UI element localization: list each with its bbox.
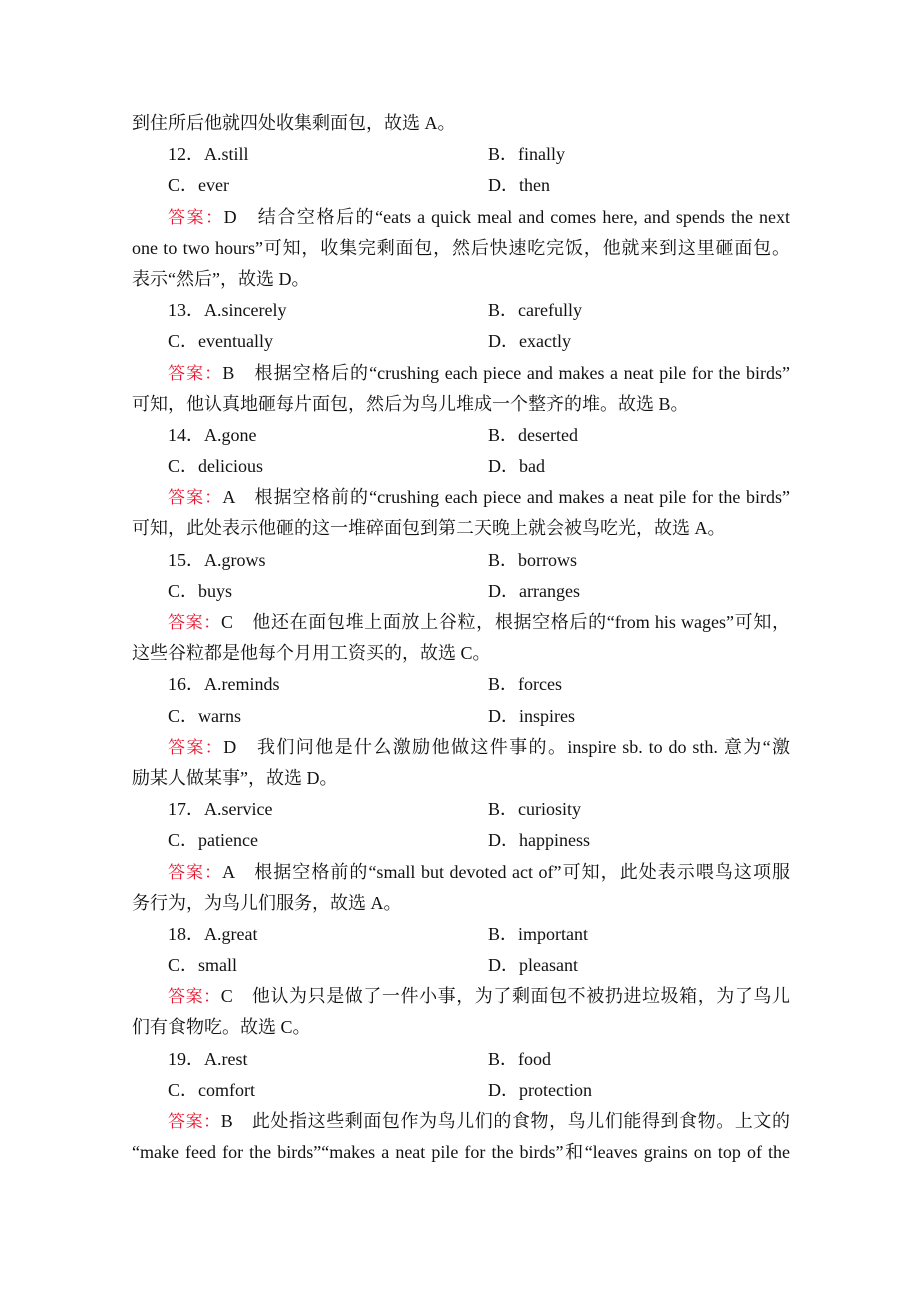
question-19-options-row2 [132,1075,790,1106]
answer-19-line2: “make feed for the birds”“makes a neat pile for the birds”和“leaves grains on top of the [132,1142,790,1163]
question-12-options-row1 [132,139,790,170]
answer-19-line1 [132,1106,790,1137]
option-d: D．arranges [488,580,580,601]
answer-13-line1 [132,358,790,389]
question-19-options-row1 [132,1044,790,1075]
answer-14-line1 [132,482,790,513]
answer-text: A 根据空格前的“small but devoted act of”可知，此处表示喂鸟这项服 [222,861,790,882]
option-d: D．pleasant [488,955,578,976]
document-body [132,108,790,1168]
question-13-options-row2 [132,326,790,357]
option-c: C．small [168,955,238,976]
answer-16-line2: 励某人做某事”，故选 D。 [132,767,338,788]
option-c: C．patience [168,830,258,851]
answer-label: 答案： [168,862,223,883]
answer-text: B 此处指这些剩面包作为鸟儿们的食物，鸟儿们能得到食物。上文的 [220,1111,790,1131]
option-a: 16．A.reminds [168,674,280,695]
question-14-options-row2 [132,451,790,482]
option-d: D．happiness [488,830,590,851]
answer-text: D 我们问他是什么激励他做这件事的。inspire sb. to do sth. 意为“激 [223,736,790,757]
question-16-options-row2 [132,701,790,732]
option-c: C．buys [168,580,233,601]
answer-text: C 他认为只是做了一件小事，为了剩面包不被扔进垃圾箱，为了鸟儿 [220,986,790,1007]
answer-text: D 结合空格后的“eats a quick meal and comes here, and spends the next [223,206,790,227]
question-17-options-row2 [132,825,790,856]
answer-label: 答案： [168,1112,221,1132]
option-a: 13．A.sincerely [168,300,287,321]
option-c: C．eventually [168,331,273,352]
answer-text: B 根据空格后的“crushing each piece and makes a neat pile for the birds” [222,362,790,383]
answer-15-line2: 这些谷粒都是他每个月用工资买的，故选 C。 [132,643,491,664]
option-a: 12．A.still [168,144,249,165]
option-a: 15．A.grows [168,549,266,570]
question-13-options-row1 [132,295,790,326]
answer-15-line1 [132,607,790,638]
option-d: D．exactly [488,331,571,352]
option-c: C．warns [168,705,241,726]
answer-label: 答案： [168,488,223,509]
question-18-options-row2 [132,950,790,981]
option-b: B．carefully [488,300,582,321]
option-b: B．important [488,923,588,944]
answer-label: 答案： [168,363,223,384]
option-b: B．food [488,1048,551,1069]
question-15-options-row2 [132,576,790,607]
option-b: B．borrows [488,549,577,570]
answer-12-line2: one to two hours”可知，收集完剩面包，然后快速吃完饭，他就来到这里砸面包。 [132,237,790,258]
answer-text: C 他还在面包堆上面放上谷粒，根据空格后的“from his wages”可知， [220,612,790,632]
answer-12-line3: 表示“然后”，故选 D。 [132,268,310,289]
option-d: D．bad [488,456,545,477]
option-d: D．protection [488,1079,592,1100]
text-line: 到住所后他就四处收集剩面包，故选 A。 [132,113,456,133]
answer-17-line2: 务行为，为鸟儿们服务，故选 A。 [132,892,402,913]
option-d: D．then [488,175,550,196]
answer-13-line2: 可知，他认真地砸每片面包，然后为鸟儿堆成一个整齐的堆。故选 B。 [132,393,689,414]
answer-text: A 根据空格前的“crushing each piece and makes a neat pile for the birds” [222,487,790,508]
answer-label: 答案： [168,613,221,633]
option-c: C．comfort [168,1079,255,1100]
question-16-options-row1 [132,669,790,700]
answer-18-line2: 们有食物吃。故选 C。 [132,1017,311,1038]
option-a: 18．A.great [168,923,258,944]
answer-label: 答案： [168,207,224,228]
option-d: D．inspires [488,705,575,726]
answer-label: 答案： [168,737,224,758]
question-17-options-row1 [132,794,790,825]
answer-label: 答案： [168,987,221,1008]
option-a: 17．A.service [168,799,273,820]
question-18-options-row1 [132,919,790,950]
option-a: 14．A.gone [168,424,257,445]
option-c: C．delicious [168,456,263,477]
question-15-options-row1 [132,545,790,576]
option-c: C．ever [168,175,229,196]
question-12-options-row2 [132,170,790,201]
option-a: 19．A.rest [168,1048,248,1069]
option-b: B．deserted [488,424,578,445]
answer-12-line1 [132,202,790,233]
option-b: B．forces [488,674,562,695]
option-b: B．finally [488,144,565,165]
option-b: B．curiosity [488,799,581,820]
answer-14-line2: 可知，此处表示他砸的这一堆碎面包到第二天晚上就会被鸟吃光，故选 A。 [132,518,726,539]
answer-17-line1 [132,857,790,888]
answer-18-line1 [132,981,790,1012]
question-14-options-row1 [132,420,790,451]
answer-16-line1 [132,732,790,763]
